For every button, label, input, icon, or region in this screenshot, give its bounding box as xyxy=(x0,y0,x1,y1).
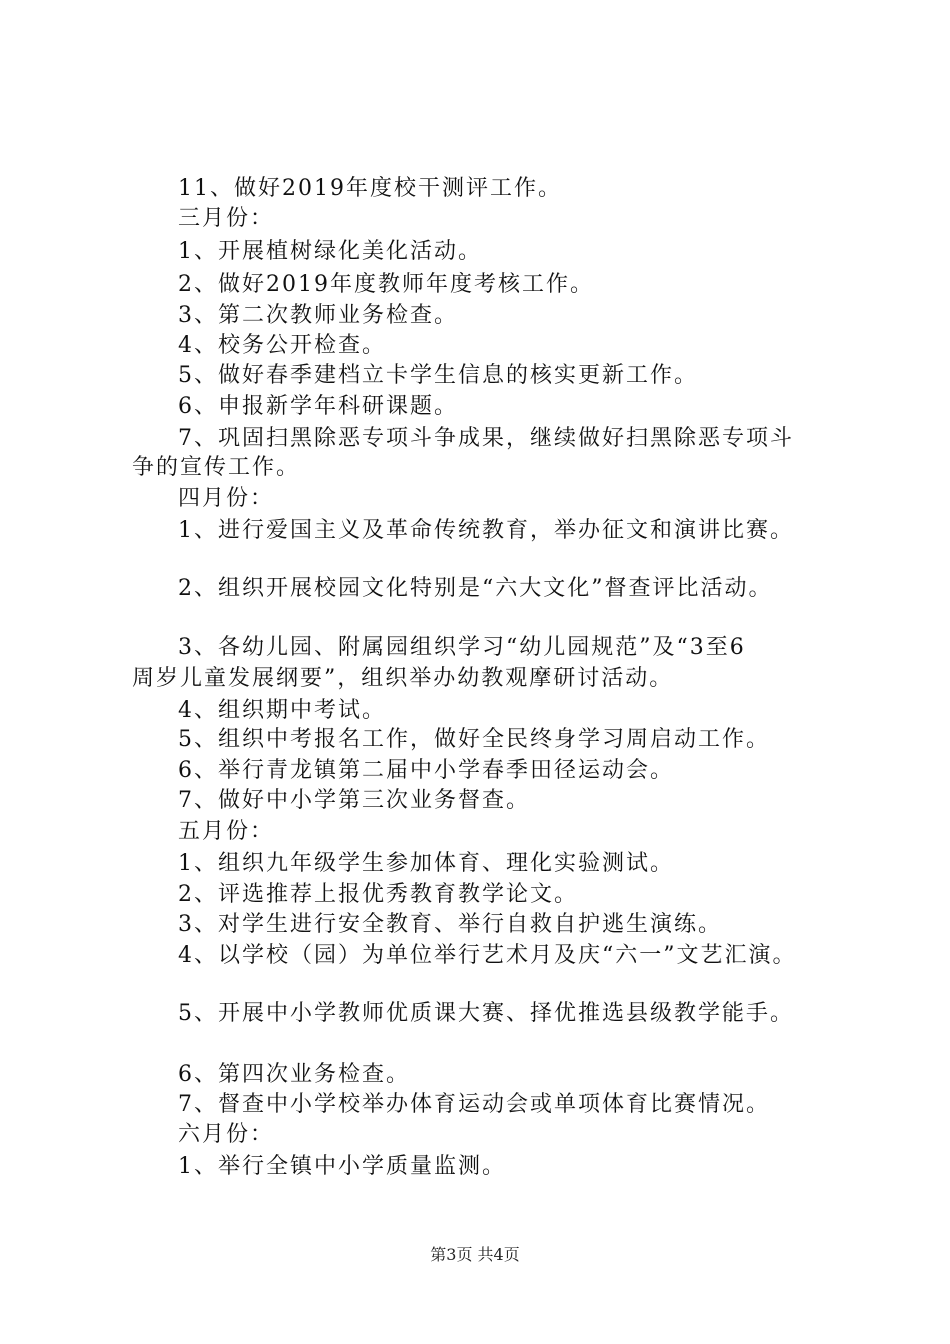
text-line: 6、第四次业务检查。 xyxy=(178,1062,410,1087)
text-line: 3、对学生进行安全教育、举行自救自护逃生演练。 xyxy=(178,912,722,937)
text-line: 周岁儿童发展纲要”，组织举办幼教观摩研讨活动。 xyxy=(132,666,674,691)
section-heading-april: 四月份： xyxy=(178,486,275,511)
text-line: 2、评选推荐上报优秀教育教学论文。 xyxy=(178,882,578,907)
text-line: 6、举行青龙镇第二届中小学春季田径运动会。 xyxy=(178,758,674,783)
text-line: 2、组织开展校园文化特别是“六大文化”督查评比活动。 xyxy=(178,576,773,601)
text-line: 5、开展中小学教师优质课大赛、择优推选县级教学能手。 xyxy=(178,1001,794,1026)
text-line: 1、举行全镇中小学质量监测。 xyxy=(178,1154,506,1179)
text-line: 7、做好中小学第三次业务督查。 xyxy=(178,788,530,813)
text-line: 5、做好春季建档立卡学生信息的核实更新工作。 xyxy=(178,363,698,388)
section-heading-march: 三月份： xyxy=(178,206,275,231)
text-line: 11、做好2019年度校干测评工作。 xyxy=(178,176,562,201)
section-heading-june: 六月份： xyxy=(178,1122,275,1147)
text-line: 3、第二次教师业务检查。 xyxy=(178,303,458,328)
text-line: 5、组织中考报名工作，做好全民终身学习周启动工作。 xyxy=(178,727,770,752)
text-line: 6、申报新学年科研课题。 xyxy=(178,394,458,419)
text-line: 争的宣传工作。 xyxy=(132,455,301,480)
text-line: 1、组织九年级学生参加体育、理化实验测试。 xyxy=(178,851,674,876)
text-line: 4、校务公开检查。 xyxy=(178,333,386,358)
text-line: 3、各幼儿园、附属园组织学习“幼儿园规范”及“3至6 xyxy=(178,635,746,660)
text-line: 7、督查中小学校举办体育运动会或单项体育比赛情况。 xyxy=(178,1092,770,1117)
section-heading-may: 五月份： xyxy=(178,819,275,844)
text-line: 2、做好2019年度教师年度考核工作。 xyxy=(178,272,594,297)
text-line: 1、进行爱国主义及革命传统教育，举办征文和演讲比赛。 xyxy=(178,518,794,543)
text-line: 4、以学校（园）为单位举行艺术月及庆“六一”文艺汇演。 xyxy=(178,943,797,968)
page-footer: 第3页 共4页 xyxy=(430,1245,520,1264)
text-line: 7、巩固扫黑除恶专项斗争成果，继续做好扫黑除恶专项斗 xyxy=(178,426,794,451)
text-line: 4、组织期中考试。 xyxy=(178,698,386,723)
text-line: 1、开展植树绿化美化活动。 xyxy=(178,239,482,264)
